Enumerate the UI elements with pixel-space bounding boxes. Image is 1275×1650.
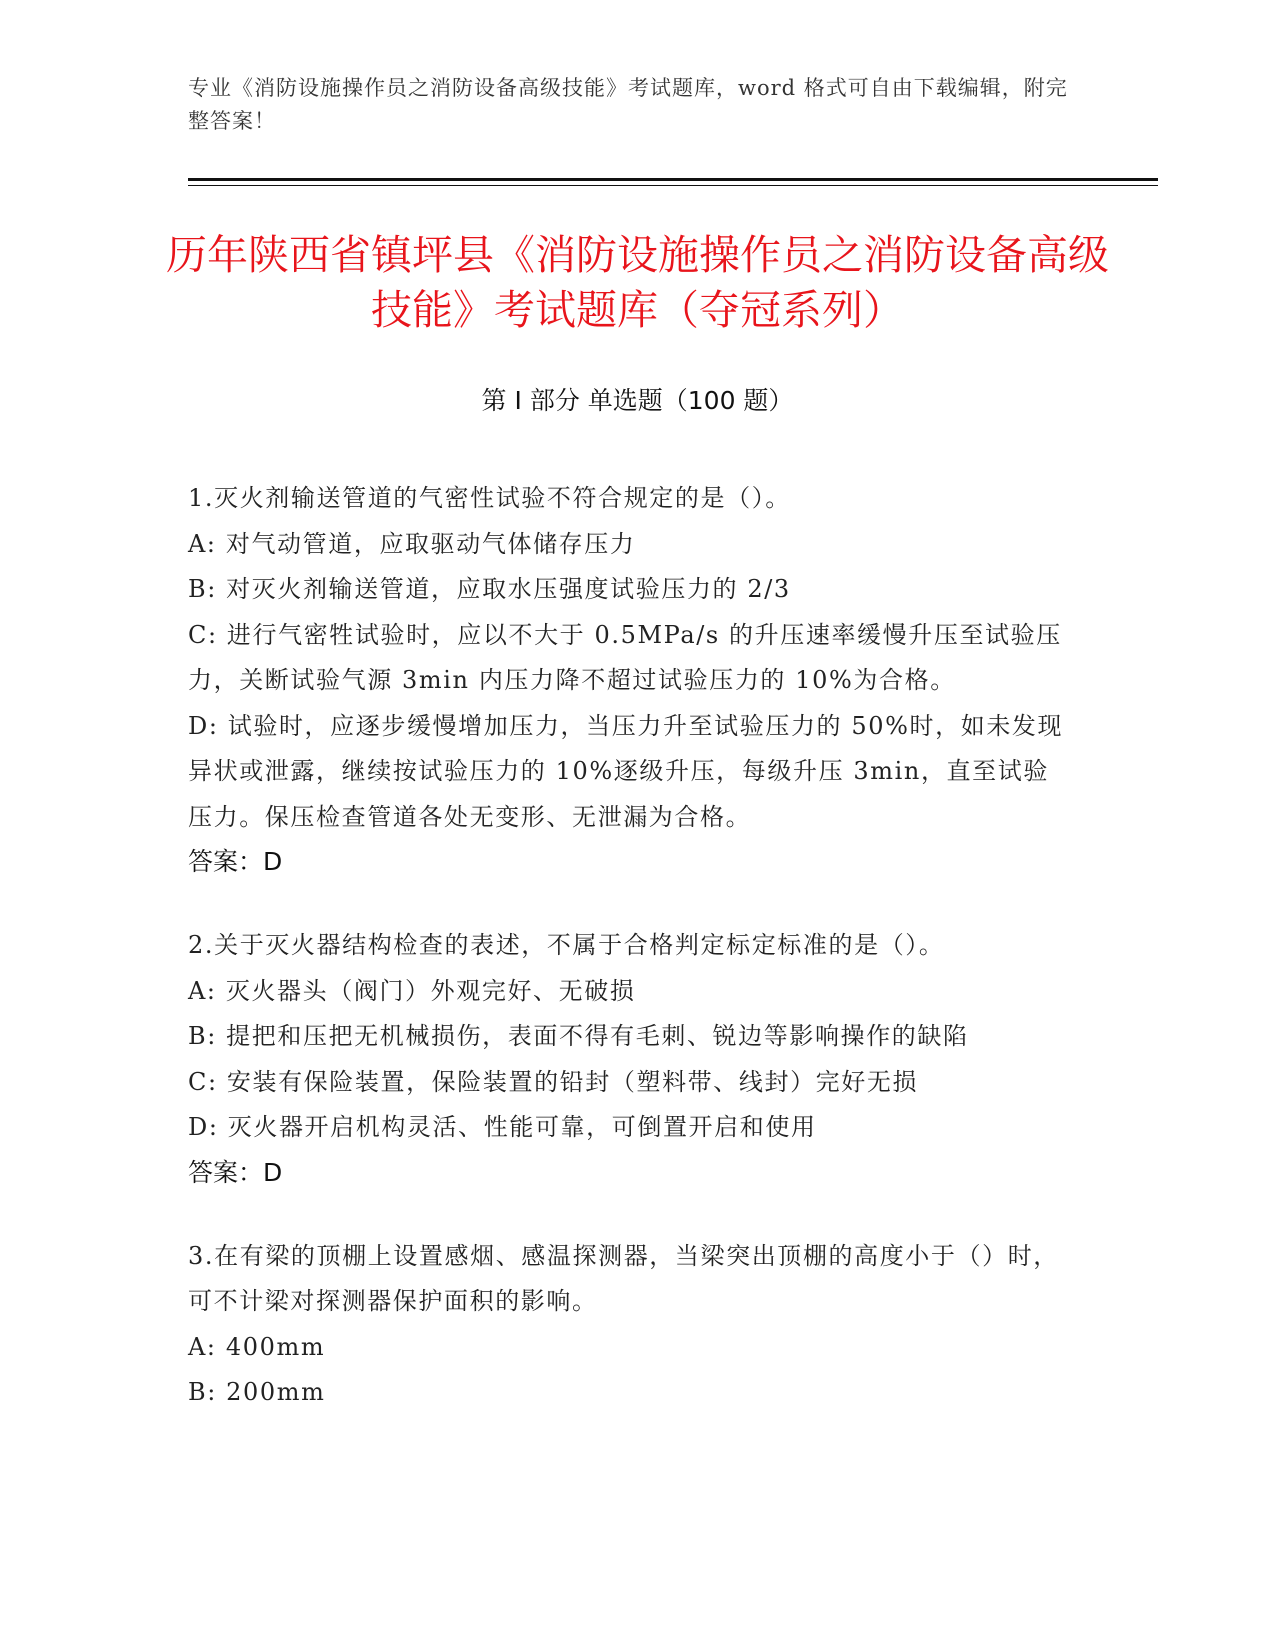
question-list	[188, 476, 1068, 1456]
answer-label: 答案：D	[188, 847, 283, 876]
question-3	[188, 1234, 1068, 1416]
section-heading: 第 I 部分 单选题（100 题）	[481, 386, 794, 415]
header-divider-thick	[188, 178, 1158, 181]
option-a: A: 400mm	[188, 1332, 326, 1361]
question-stem: 1.灭火剂输送管道的气密性试验不符合规定的是（）。	[188, 484, 791, 512]
option-b: B: 对灭火剂输送管道，应取水压强度试验压力的 2/3	[188, 575, 791, 603]
question-1	[188, 476, 1068, 883]
option-a: A: 灭火器头（阀门）外观完好、无破损	[188, 976, 636, 1005]
option-c: C: 安装有保险装置，保险装置的铅封（塑料带、线封）完好无损	[188, 1067, 919, 1096]
answer-label: 答案：D	[188, 1157, 283, 1187]
option-c: C: 进行气密牲试验时，应以不大于 0.5MPa/s 的升压速率缓慢升压至试验压力，关断试验气源 3min 内压力降不超过试验压力的 10%为合格。	[188, 620, 1062, 694]
option-d: D: 试验时，应逐步缓慢增加压力，当压力升至试验压力的 50%时，如未发现异状或泄露，继续按试验压力的 10%逐级升压，每级升压 3min，直至试验压力。保压检查管道各处无变形、无泄漏为合格。	[188, 711, 1064, 831]
option-b: B: 200mm	[188, 1378, 326, 1406]
option-d: D: 灭火器开启机构灵活、性能可靠，可倒置开启和使用	[188, 1113, 817, 1141]
header-note: 专业《消防设施操作员之消防设备高级技能》考试题库，word 格式可自由下载编辑，附完整答案！	[188, 76, 1068, 133]
question-stem: 3.在有梁的顶棚上设置感烟、感温探测器，当梁突出顶棚的高度小于（）时，可不计梁对探测器保护面积的影响。	[188, 1241, 1059, 1315]
option-a: A: 对气动管道，应取驱动气体储存压力	[188, 529, 636, 558]
document-title: 历年陕西省镇坪县《消防设施操作员之消防设备高级技能》考试题库（夺冠系列）	[166, 231, 1109, 334]
option-b: B: 提把和压把无机械损伤，表面不得有毛刺、锐边等影响操作的缺陷	[188, 1022, 969, 1050]
question-2	[188, 923, 1068, 1194]
question-stem: 2.关于灭火器结构检查的表述，不属于合格判定标定标准的是（）。	[188, 931, 945, 959]
header-divider-thin	[188, 185, 1158, 186]
